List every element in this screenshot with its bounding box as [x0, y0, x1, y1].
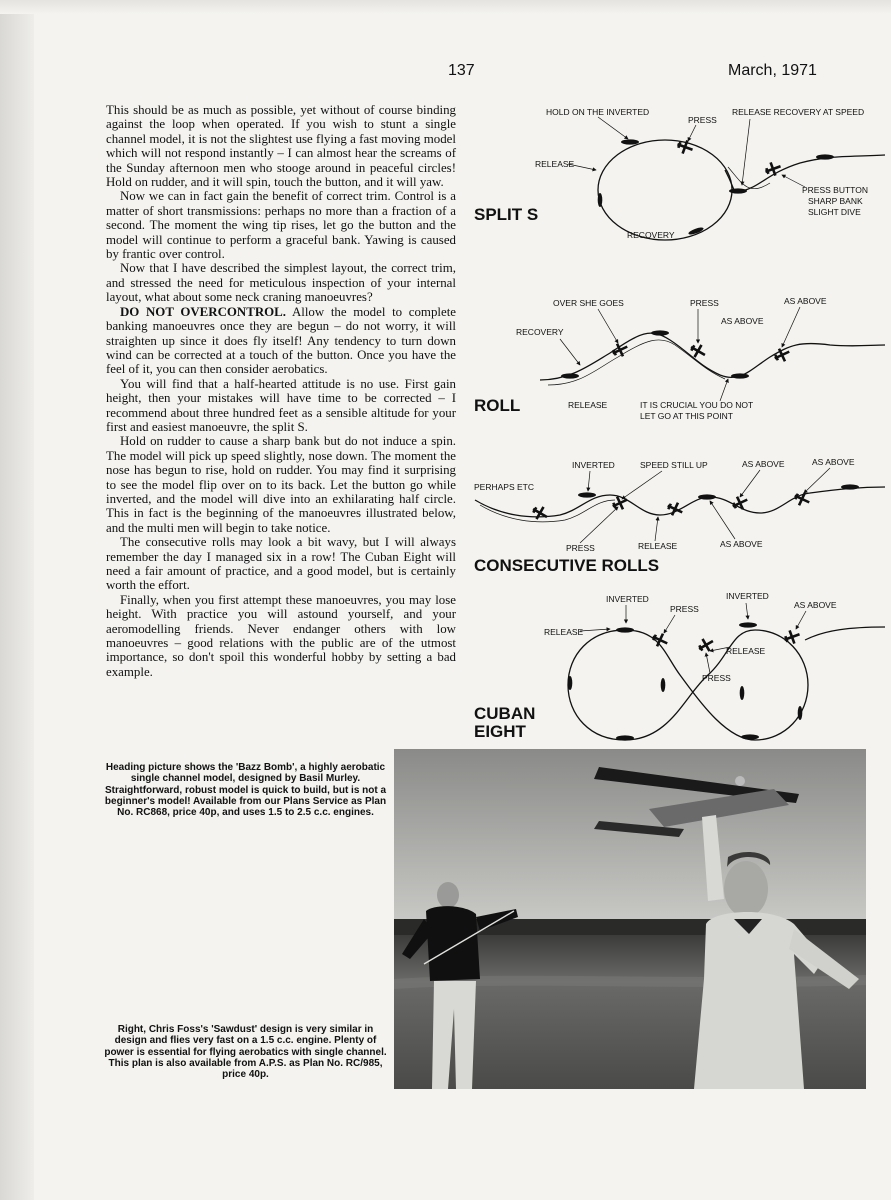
flying-field-photo — [394, 749, 866, 1089]
split-s-diagram — [474, 107, 885, 240]
label: AS ABOVE — [794, 600, 837, 610]
label: RELEASE — [638, 541, 678, 551]
paragraph: You will find that a half-hearted attitude is no use. First gain height, then your mistakes will have time to be corrected – I recommend about three hundred feet as a sensible altitude for your first and easiest manoeuvre, the split S. — [106, 376, 456, 434]
consecutive-rolls-diagram — [474, 457, 885, 575]
label: AS ABOVE — [812, 457, 855, 467]
heading-picture-caption: Heading picture shows the 'Bazz Bomb', a highly aerobatic single channel model, designed by Basil Murley. Straightforward, robust model is quick to build, but is not a beginner's model! Available from our Plans Service as Plan No. RC868, price 40p, and uses 1.5 to 2.5 c.c. engines. — [104, 762, 387, 819]
label: PRESS — [670, 604, 699, 614]
paragraph: Finally, when you first attempt these manoeuvres, you may lose height. With practice you will astound yourself, and your aeromodelling friends. Never endanger others with low manoeuvres – good relations with the public are of the utmost importance, so don't spoil this wonderful hobby by setting a bad example. — [106, 592, 456, 679]
page-number: 137 — [448, 62, 475, 79]
label: AS ABOVE — [742, 459, 785, 469]
label: INVERTED — [572, 460, 615, 470]
page-edge-shadow — [0, 0, 34, 1200]
label: IT IS CRUCIAL YOU DO NOT — [640, 400, 754, 410]
label: PRESS BUTTON — [802, 185, 868, 195]
paragraph: Now we can in fact gain the benefit of correct trim. Control is a matter of short transmissions: perhaps no more than a fraction of a second. The moment the wing tip rises, let go the button and the model will continue to perform a graceful bank. Yawing is caused by frantic over control. — [106, 189, 456, 262]
label: RECOVERY — [627, 230, 675, 240]
paragraph: Hold on rudder to cause a sharp bank but do not induce a spin. The model will pick up speed slightly, nose down. The moment the nose has begun to rise, hold on rudder. You may find it surprising to see the model flip over on to its back. Let the button go while inverted, and the model will dive into an exhilarating half circle. This in fact is the beginning of the manoeuvres illustrated below, and the multi men will begin to take notice. — [106, 434, 456, 535]
label: SPEED STILL UP — [640, 460, 708, 470]
label: AS ABOVE — [721, 316, 764, 326]
label: RELEASE RECOVERY AT SPEED — [732, 107, 865, 117]
label: RELEASE — [726, 646, 766, 656]
photo-caption: Right, Chris Foss's 'Sawdust' design is very similar in design and flies very fast on a 1.5 c.c. engine. Plenty of power is essential for flying aerobatics with single channel. This plan is also available from A.P.S. as Plan No. RC/985, price 40p. — [104, 1024, 387, 1081]
label: SHARP BANK — [808, 196, 863, 206]
label: RELEASE — [568, 400, 608, 410]
label: RELEASE — [544, 627, 584, 637]
label: HOLD ON THE INVERTED — [546, 107, 650, 117]
cuban-eight-diagram — [474, 591, 885, 741]
issue-date: March, 1971 — [728, 62, 817, 79]
paragraph: The consecutive rolls may look a bit wavy, but I will always remember the day I managed six in a row! The Cuban Eight will need a fair amount of practice, and a good model, but is certainly worth the effort. — [106, 535, 456, 593]
paragraph — [106, 305, 456, 377]
article-body — [106, 103, 456, 679]
label: INVERTED — [606, 594, 649, 604]
diagram-title: ROLL — [474, 396, 521, 415]
label: SLIGHT DIVE — [808, 207, 861, 217]
diagram-title: CUBAN — [474, 704, 536, 723]
label: INVERTED — [726, 591, 769, 601]
label: RELEASE — [535, 159, 575, 169]
paragraph: This should be as much as possible, yet without of course binding against the loop when operated. If you wish to stunt a single channel model, it is not the slightest use flying a fast moving model which will not respond instantly – I can almost hear the screams of the Sunday afternoon men who stooge around in peaceful circles! Hold on rudder, and it will spin, touch the button, and it will yaw. — [106, 103, 456, 190]
manoeuvre-diagrams — [470, 95, 885, 750]
diagram-title: EIGHT — [474, 722, 526, 741]
label: PRESS — [688, 115, 717, 125]
label: AS ABOVE — [784, 296, 827, 306]
label: PRESS — [690, 298, 719, 308]
label: AS ABOVE — [720, 539, 763, 549]
label: LET GO AT THIS POINT — [640, 411, 733, 421]
roll-diagram — [474, 296, 885, 421]
bold-lead: DO NOT OVERCONTROL. — [120, 304, 286, 319]
label: PERHAPS ETC — [474, 482, 534, 492]
photo-illustration — [394, 749, 866, 1089]
diagram-title: CONSECUTIVE ROLLS — [474, 556, 660, 575]
paragraph: Now that I have described the simplest layout, the correct trim, and stressed the need for meticulous inspection of your internal layout, what about some neck craning manoeuvres? — [106, 261, 456, 305]
diagram-title: SPLIT S — [474, 205, 539, 224]
paragraph-text: Allow the model to complete banking manoeuvres once they are begun – do not worry, it will straighten up since it does fly itself! Any tendency to turn down wind can be corrected at a touch of the button. Once you have the feel of it, you can then consider aerobatics. — [106, 304, 457, 377]
page-top-shadow — [0, 0, 891, 14]
label: PRESS — [566, 543, 595, 553]
label: OVER SHE GOES — [553, 298, 624, 308]
label: RECOVERY — [516, 327, 564, 337]
label: PRESS — [702, 673, 731, 683]
